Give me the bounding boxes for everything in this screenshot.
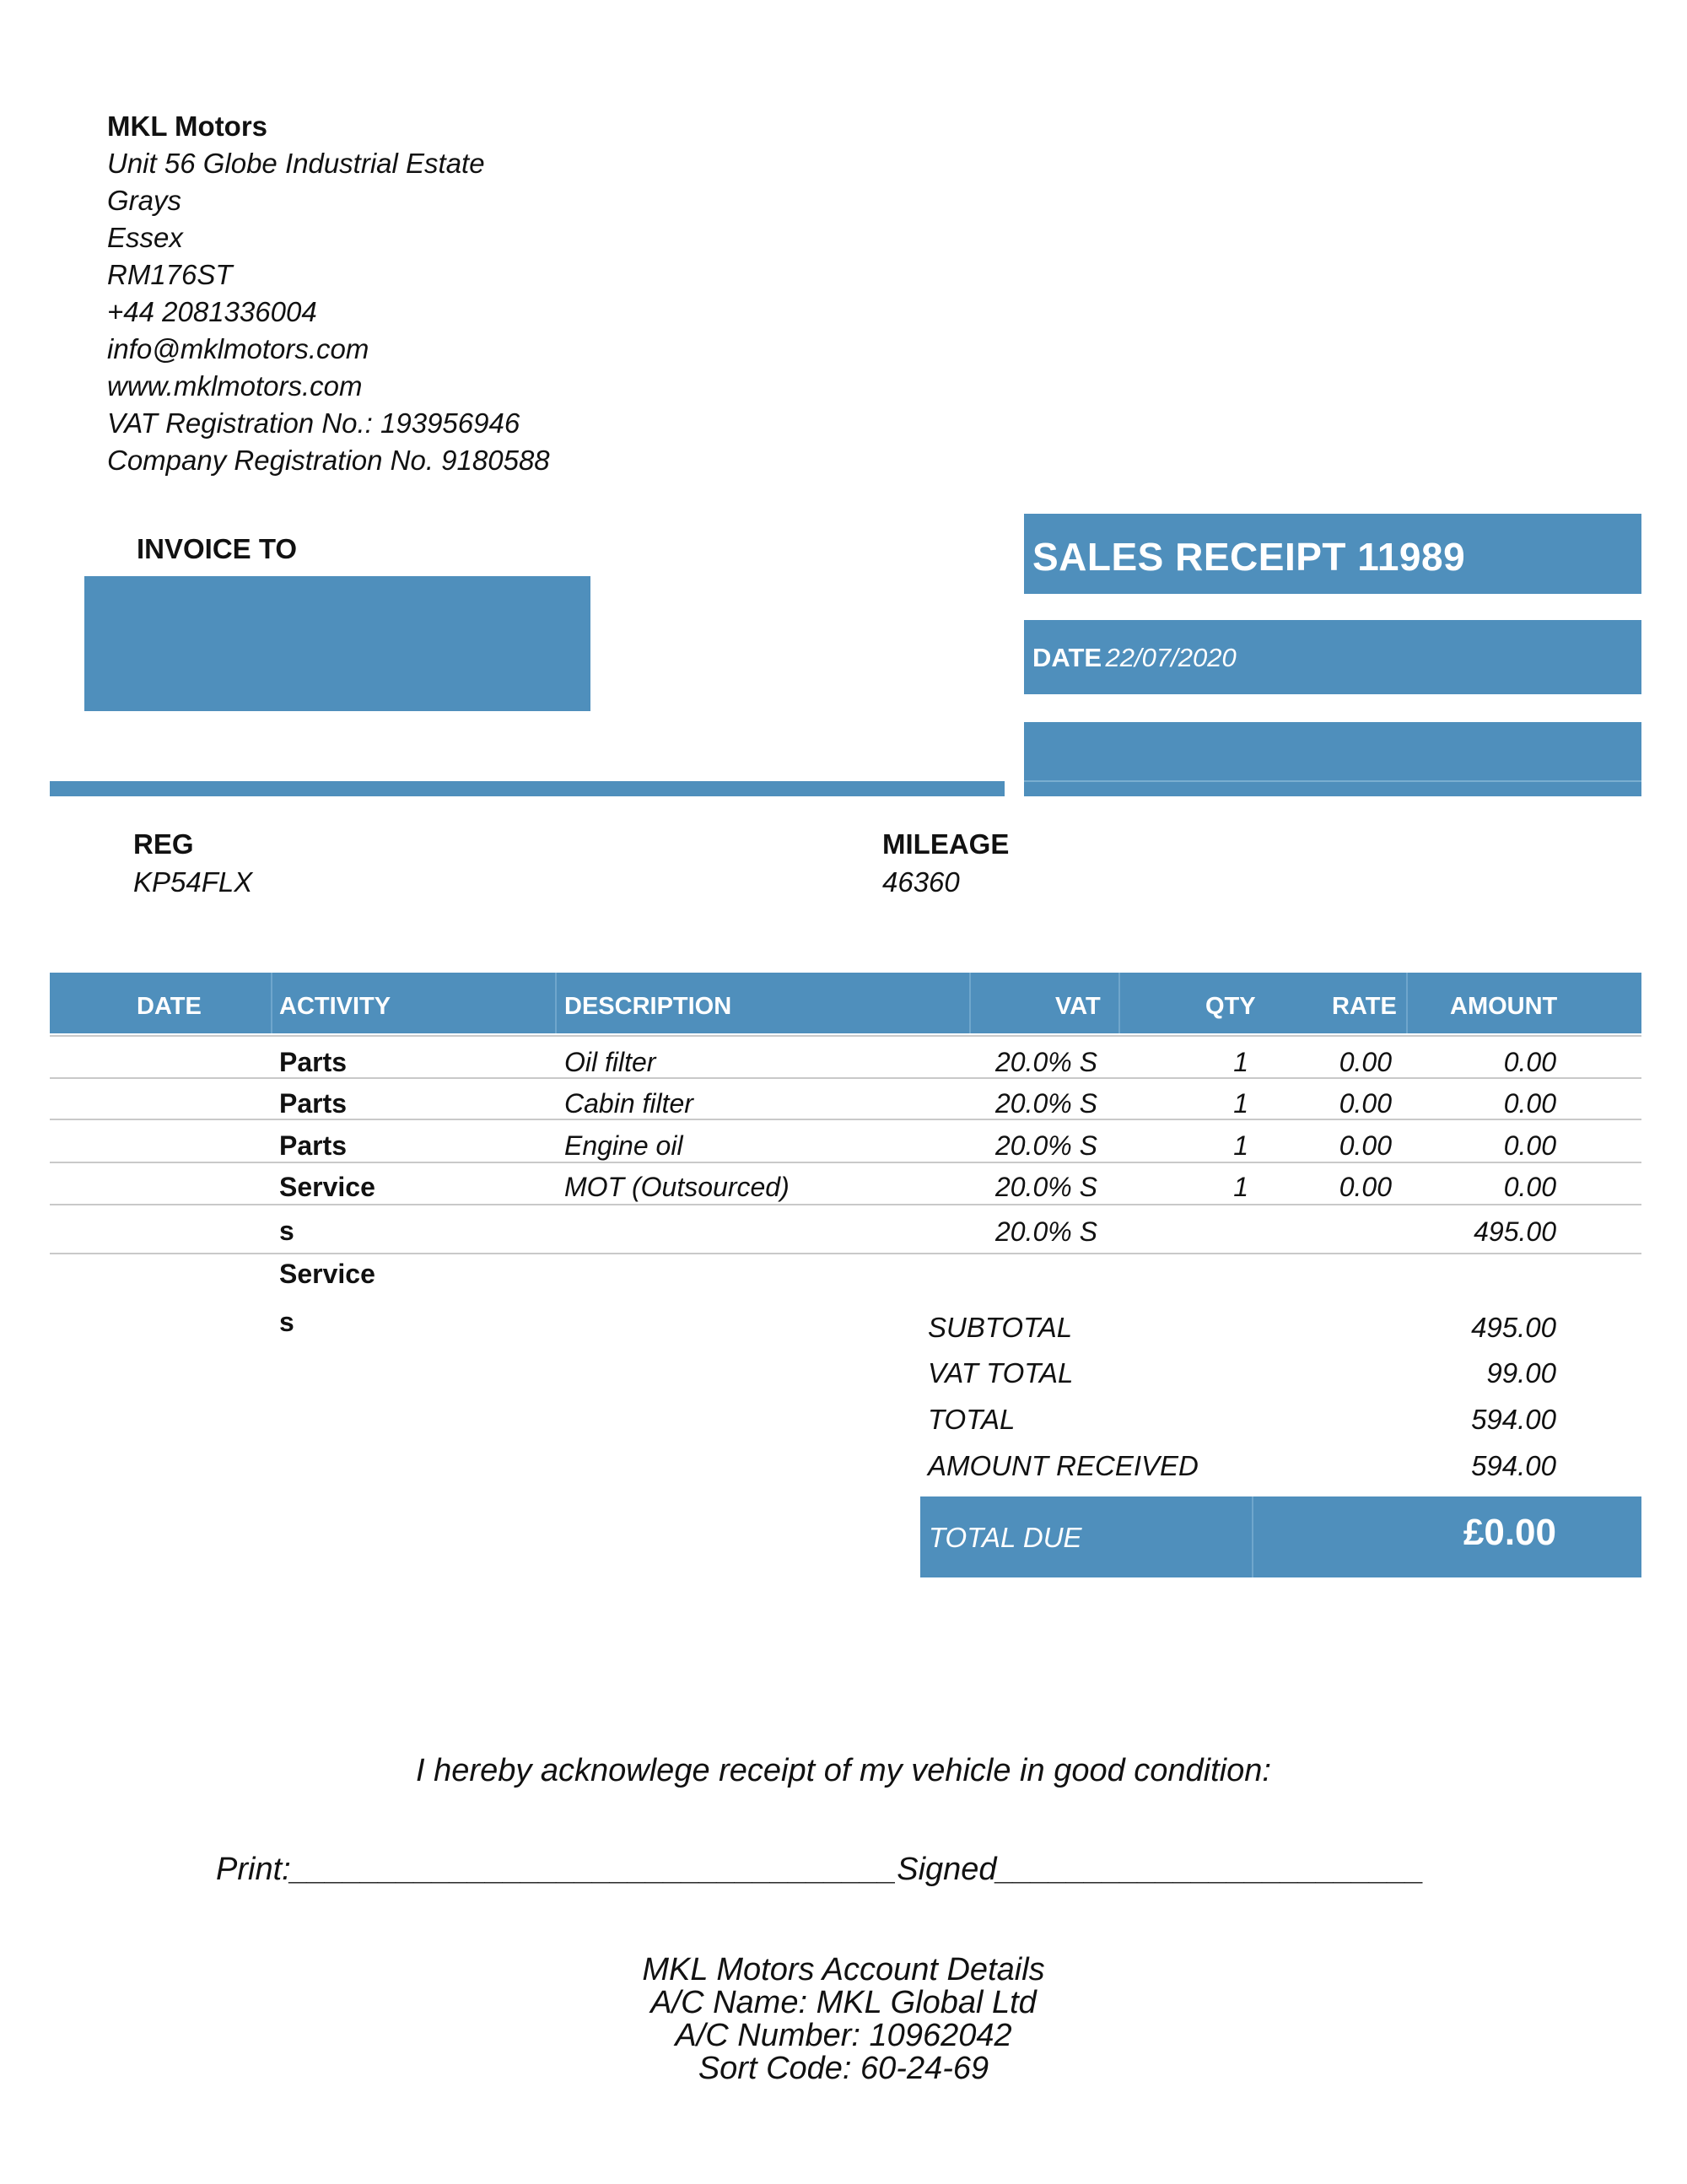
cell-description: Cabin filter [564, 1088, 693, 1119]
cell-rate: 0.00 [1339, 1172, 1392, 1202]
cell-activity: Service [279, 1172, 375, 1202]
header-separator [1406, 973, 1408, 1033]
header-qty: QTY [1205, 993, 1256, 1020]
row-divider [50, 1253, 1641, 1254]
row-divider [50, 1077, 1641, 1079]
address-line: RM176ST [107, 259, 233, 290]
total-due-box [920, 1496, 1641, 1577]
cell-activity: Parts [279, 1130, 348, 1161]
cell-activity: Parts [279, 1047, 348, 1077]
header-separator [1118, 973, 1120, 1033]
cell-amount: 0.00 [1503, 1088, 1556, 1119]
sort-code: Sort Code: 60-24-69 [698, 2051, 989, 2086]
vat-total-value: 99.00 [1486, 1357, 1556, 1389]
cell-activity: s [279, 1216, 294, 1246]
mileage-value: 46360 [882, 866, 960, 898]
cell-rate: 0.00 [1339, 1130, 1392, 1161]
cell-vat: 20.0% S [995, 1088, 1097, 1119]
cell-activity-overflow: Service [279, 1259, 375, 1289]
cell-rate: 0.00 [1339, 1047, 1392, 1077]
header-vat: VAT [1055, 993, 1101, 1020]
total-due-label: TOTAL DUE [929, 1522, 1082, 1553]
account-details-title: MKL Motors Account Details [642, 1952, 1045, 1987]
cell-activity: Parts [279, 1088, 348, 1119]
cell-description: Oil filter [564, 1047, 656, 1077]
invoice-to-label: INVOICE TO [137, 533, 298, 564]
box-divider [1024, 780, 1641, 782]
cell-qty: 1 [1233, 1172, 1248, 1202]
receipt-title: SALES RECEIPT 11989 [1032, 535, 1466, 579]
amount-received-value: 594.00 [1471, 1450, 1556, 1481]
total-label: TOTAL [928, 1404, 1016, 1435]
header-separator [555, 973, 557, 1033]
cell-vat: 20.0% S [995, 1047, 1097, 1077]
account-number: A/C Number: 10962042 [675, 2018, 1012, 2053]
header-description: DESCRIPTION [564, 993, 732, 1020]
company-name: MKL Motors [107, 111, 268, 142]
cell-qty: 1 [1233, 1088, 1248, 1119]
reg-label: REG [133, 828, 194, 860]
invoice-to-box [84, 576, 590, 711]
divider-bar [50, 781, 1005, 796]
cell-description: Engine oil [564, 1130, 683, 1161]
cell-rate: 0.00 [1339, 1088, 1392, 1119]
header-separator [969, 973, 971, 1033]
header-amount: AMOUNT [1450, 993, 1558, 1020]
address-line: Essex [107, 222, 183, 253]
company-details [107, 108, 550, 479]
vat-registration: VAT Registration No.: 193956946 [107, 407, 520, 439]
total-due-value: £0.00 [1463, 1512, 1556, 1553]
address-line: Grays [107, 185, 182, 216]
header-rate: RATE [1332, 993, 1397, 1020]
cell-description: MOT (Outsourced) [564, 1172, 790, 1202]
vat-total-label: VAT TOTAL [928, 1357, 1074, 1389]
cell-vat: 20.0% S [995, 1172, 1097, 1202]
account-name: A/C Name: MKL Global Ltd [650, 1985, 1037, 2020]
cell-amount: 0.00 [1503, 1130, 1556, 1161]
cell-vat: 20.0% S [995, 1130, 1097, 1161]
phone-number: +44 2081336004 [107, 296, 317, 327]
total-value: 594.00 [1471, 1404, 1556, 1435]
cell-amount: 495.00 [1474, 1216, 1556, 1247]
row-divider [50, 1204, 1641, 1205]
cell-activity-overflow: s [279, 1307, 294, 1337]
receipt-title-box [1024, 514, 1641, 594]
row-divider [50, 1119, 1641, 1120]
date-field [1032, 643, 1237, 673]
amount-received-label: AMOUNT RECEIVED [928, 1450, 1199, 1481]
reg-value: KP54FLX [133, 866, 253, 898]
empty-header-box [1024, 722, 1641, 796]
subtotal-value: 495.00 [1471, 1312, 1556, 1343]
address-line: Unit 56 Globe Industrial Estate [107, 148, 485, 179]
total-due-separator [1252, 1496, 1253, 1577]
table-header [50, 973, 1641, 1033]
cell-qty: 1 [1233, 1130, 1248, 1161]
cell-amount: 0.00 [1503, 1172, 1556, 1202]
date-label: DATE [1032, 643, 1102, 672]
company-registration: Company Registration No. 9180588 [107, 445, 550, 476]
print-signed-line: Print:__________________________________Signed________________________ [216, 1852, 1425, 1887]
website: www.mklmotors.com [107, 370, 363, 402]
cell-qty: 1 [1233, 1047, 1248, 1077]
mileage-label: MILEAGE [882, 828, 1010, 860]
header-separator [271, 973, 272, 1033]
account-details [0, 1954, 1687, 2085]
date-value: 22/07/2020 [1105, 643, 1237, 672]
cell-amount: 0.00 [1503, 1047, 1556, 1077]
row-divider [50, 1035, 1641, 1037]
subtotal-label: SUBTOTAL [928, 1312, 1073, 1343]
header-activity: ACTIVITY [279, 993, 391, 1020]
acknowledgement-text: I hereby acknowlege receipt of my vehicle in good condition: [416, 1753, 1271, 1788]
cell-vat: 20.0% S [995, 1216, 1097, 1247]
date-box [1024, 620, 1641, 694]
row-divider [50, 1162, 1641, 1163]
header-date: DATE [137, 993, 202, 1020]
email-address: info@mklmotors.com [107, 333, 369, 364]
